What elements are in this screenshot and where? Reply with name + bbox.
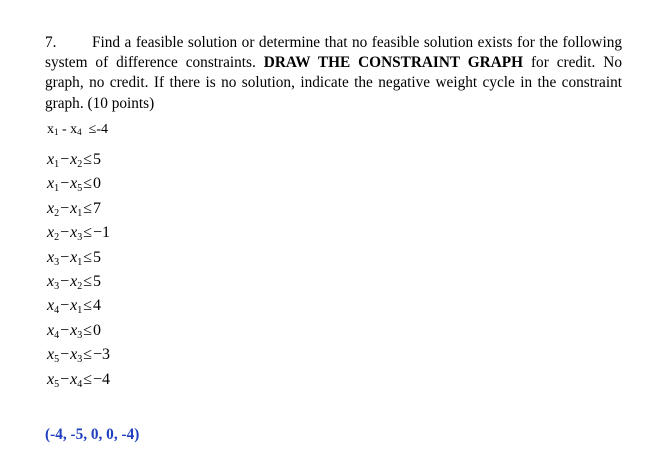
constraint-term: 4	[93, 297, 102, 315]
constraint-term: 0	[93, 321, 102, 339]
constraint-term: 0	[93, 175, 102, 193]
constraint-term: 4	[54, 329, 60, 341]
answer-solution: (-4, -5, 0, 0, -4)	[45, 426, 140, 443]
constraint-row: $x_1-x_2\le 5$	[47, 151, 102, 170]
question-number: 7.	[45, 34, 57, 51]
question-paragraph	[45, 33, 622, 114]
constraint-term: 5	[54, 378, 60, 390]
question-text-after: for credit. No graph, no credit. If there is no solution, indicate the negative weight cycle in the constraint graph. (10 points)	[45, 54, 622, 112]
constraint-term: 3	[77, 232, 83, 244]
first-constraint-minus: -	[62, 122, 67, 137]
question-text-before: Find a feasible solution or determine that no feasible solution exists for the following system of difference constraints.	[45, 34, 622, 72]
constraint-term: 3	[54, 256, 60, 268]
first-constraint-b-sub: 4	[77, 127, 82, 137]
constraint-term: 1	[77, 256, 83, 268]
constraint-row: $x_3-x_2\le 5$	[47, 272, 102, 292]
constraint-term: 1	[54, 159, 60, 170]
constraint-term: 1	[77, 305, 83, 317]
constraint-term: 5	[93, 151, 102, 168]
constraint-list	[47, 151, 110, 395]
constraint-row: $x_4-x_3\le 0$	[47, 321, 102, 341]
constraint-term: 3	[54, 280, 60, 292]
constraint-row: $x_5-x_4\le-4$	[47, 370, 111, 390]
constraint-term: −3	[93, 346, 111, 364]
constraint-term: 2	[77, 280, 83, 292]
constraint-term: −1	[93, 224, 111, 242]
constraint-row: $x_1-x_5\le 0$	[47, 175, 102, 195]
constraint-row: $x_3-x_1\le 5$	[47, 248, 102, 268]
first-constraint: $x_1 - x_4 \le-4$	[47, 122, 109, 137]
constraint-row: $x_5-x_3\le-3$	[47, 346, 111, 366]
constraint-term: 4	[77, 378, 83, 390]
constraint-term: 4	[54, 305, 60, 317]
constraint-term: 7	[93, 199, 102, 217]
constraint-term: 1	[77, 207, 83, 219]
constraint-term: 5	[93, 272, 102, 290]
constraint-term: 2	[54, 207, 60, 219]
constraint-row: $x_2-x_3\le-1$	[47, 224, 111, 244]
constraint-term: 5	[93, 248, 102, 266]
constraint-term: 3	[77, 354, 83, 366]
constraint-term: 1	[54, 183, 60, 195]
first-constraint-leq: ≤	[88, 122, 97, 137]
first-constraint-rhs: -4	[96, 122, 109, 137]
constraint-term: 2	[54, 232, 60, 244]
first-constraint-a-sub: 1	[54, 127, 59, 137]
constraint-term: 5	[77, 183, 83, 195]
constraint-term: 3	[77, 329, 83, 341]
constraint-row: $x_4-x_1\le 4$	[47, 297, 102, 317]
constraint-term: −4	[93, 370, 111, 388]
constraint-term: 2	[77, 159, 83, 170]
constraint-term: 5	[54, 354, 60, 366]
question-bold-instruction: DRAW THE CONSTRAINT GRAPH	[263, 54, 524, 72]
constraint-row: $x_2-x_1\le 7$	[47, 199, 102, 219]
